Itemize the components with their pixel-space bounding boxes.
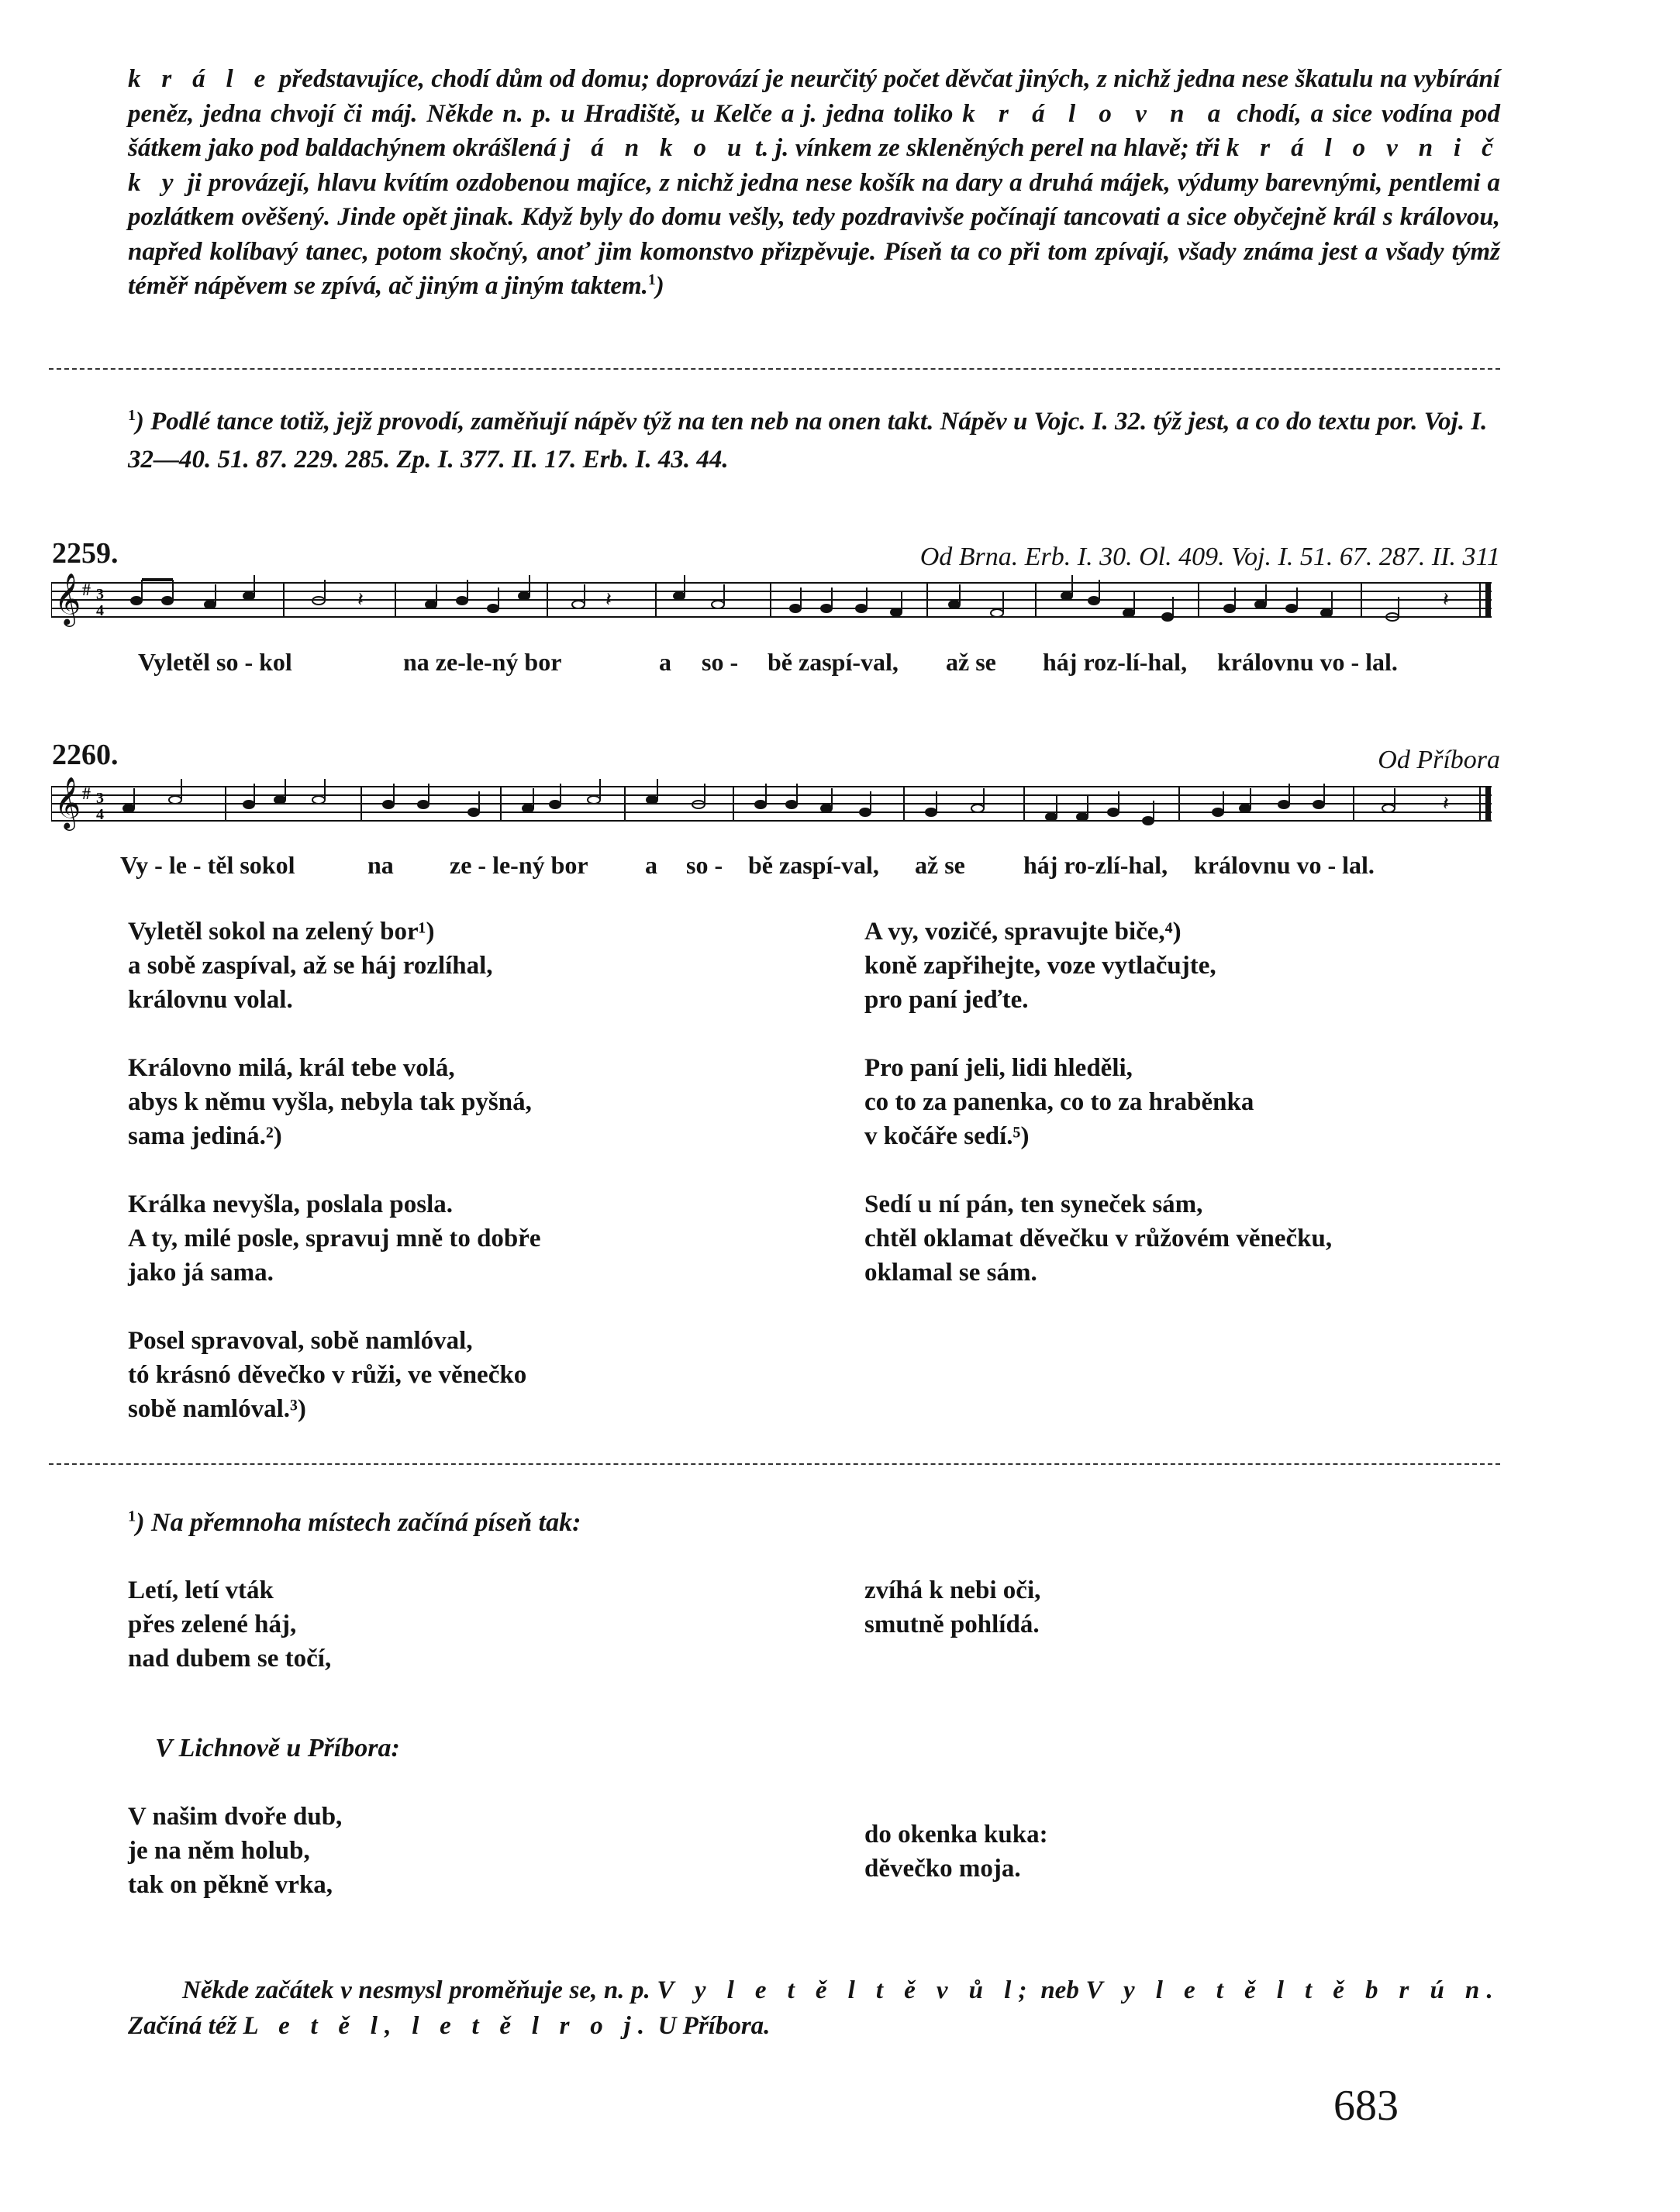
divider: [49, 1463, 1500, 1465]
final-text: Někde začátek v nesmysl proměňuje se, n. p.: [182, 1976, 657, 2004]
verse-line: Vyletěl sokol na zelený bor¹): [128, 918, 435, 946]
verse-line: chtěl oklamat děvečku v růžovém věnečku,: [864, 1225, 1333, 1252]
lyric-syllable: až se: [915, 851, 965, 879]
intro-text-4: chodí, a sice vodína pod šátkem jako pod baldachýnem okrášlená: [128, 99, 1500, 162]
song-number: 2259.: [52, 537, 119, 570]
verse-line: co to za panenka, co to za hraběnka: [864, 1088, 1254, 1116]
lyric-syllable: a: [659, 648, 671, 676]
footnote-mark: 1: [128, 407, 136, 424]
variant-left: [128, 1573, 331, 1676]
intro-close: ): [655, 272, 664, 300]
intro-text-6: t. j. vínkem ze skleněných perel na hlavě; tři: [748, 134, 1226, 162]
verse: [864, 915, 1332, 1017]
svg-text:𝄽: 𝄽: [357, 588, 364, 611]
closing-paragraph: [128, 1973, 1500, 2044]
svg-text:𝄽: 𝄽: [1443, 792, 1449, 815]
lyric-syllable: so -: [686, 851, 723, 879]
final-spaced: V y l e t ě l t ě b r ú n.: [1085, 1976, 1500, 2004]
lyric-syllable: až se: [946, 648, 996, 676]
verse-line: královnu volal.: [128, 986, 293, 1014]
intro-spaced-1: k r á l e: [128, 65, 273, 93]
footnote-ref: 1: [647, 271, 656, 288]
intro-text-8: ji provázejí, hlavu kvítím ozdobenou majíce, z nichž jedna nese košík na dary a druhá májek, výdumy barevnými, pentlemi a pozlátkem ověšený. Jinde opět jinak. Když byly do domu vešly, tedy pozdravivše počínají tancovati a sice obyčejně král s královou, napřed kolíbavý tanec, potom skočný, anoť jim komonstvo přizpěvuje. Píseň ta co při tom zpívají, všady známa jest a všady týmž téměř nápěvem se zpívá, ač jiným a jiným taktem.: [128, 168, 1500, 300]
final-text: Začíná též: [128, 2012, 243, 2040]
song-source: Od Brna. Erb. I. 30. Ol. 409. Voj. I. 51. 67. 287. II. 311: [919, 543, 1500, 571]
verse-line: abys k němu vyšla, nebyla tak pyšná,: [128, 1088, 532, 1116]
final-spaced: L e t ě l, l e t ě l r o j.: [243, 2012, 652, 2040]
final-text: neb: [1033, 1976, 1086, 2004]
intro-paragraph: [128, 62, 1500, 304]
divider: [49, 368, 1500, 370]
lyric-syllable: háj ro-zlí-hal,: [1023, 851, 1168, 879]
intro-spaced-3: k r á l o v n a: [962, 99, 1228, 128]
verse-line: Posel spravoval, sobě namlóval,: [128, 1327, 473, 1355]
verse-line: jako já sama.: [128, 1259, 274, 1287]
svg-text:3: 3: [96, 790, 104, 807]
treble-clef-icon: 𝄞: [54, 574, 81, 625]
intro-text-2: představujíce, chodí dům od domu; doprovází je neurčitý počet děvčat jiných, z nichž jedna nese škatulu na vybírání peněz, jedna chvojí či máj. Někde n. p. u Hradiště, u Kelče a j. jedna toliko: [128, 65, 1500, 128]
verse-line: v kočáře sedí.⁵): [864, 1122, 1030, 1150]
lichnov-label: V Lichnově u Příbora:: [155, 1734, 400, 1762]
verse-line: Pro paní jeli, lidi hleděli,: [864, 1054, 1133, 1082]
verse-line: přes zelené háj,: [128, 1611, 297, 1638]
footnote-mark: 1: [128, 1507, 136, 1525]
verses-right-column: [864, 915, 1332, 1324]
footnote-2-label: [128, 1508, 581, 1538]
verse-line: tó krásnó děvečko v růži, ve věnečko: [128, 1361, 527, 1389]
final-text: U Příbora.: [651, 2012, 771, 2040]
variant-right: [864, 1573, 1040, 1642]
verse-line: nad dubem se točí,: [128, 1645, 332, 1673]
verse-line: Králka nevyšla, poslala posla.: [128, 1190, 453, 1218]
verse: [128, 915, 541, 1017]
verse-line: smutně pohlídá.: [864, 1611, 1040, 1638]
lyric-syllable: na ze-le-ný bor: [403, 648, 562, 676]
verse-line: V našim dvoře dub,: [128, 1803, 343, 1831]
verse-line: A ty, milé posle, spravuj mně to dobře: [128, 1225, 541, 1252]
verse-line: Královno milá, král tebe volá,: [128, 1054, 455, 1082]
lyric-syllable: královnu vo - lal.: [1217, 648, 1398, 676]
intro-spaced-5: j á n k o u: [563, 134, 749, 162]
song-source: Od Příbora: [1378, 746, 1500, 774]
lyric-syllable: so -: [702, 648, 739, 676]
footnote-text: ) Podlé tance totiž, jejž provodí, zaměňují nápěv týž na ten neb na onen takt. Nápěv u Vojc. I. 32. týž jest, a co do textu por. Voj. I. 32—40. 51. 87. 229. 285. Zp. I. 377. II. 17. Erb. I. 43. 44.: [128, 408, 1488, 474]
verse: [128, 1051, 541, 1153]
lyric-syllable: na: [367, 851, 394, 879]
lichnov-right: [864, 1817, 1048, 1886]
lyric-syllable: Vyletěl so - kol: [138, 648, 292, 676]
verse-line: Sedí u ní pán, ten syneček sám,: [864, 1190, 1203, 1218]
lyric-syllable: háj roz-lí-hal,: [1043, 648, 1188, 676]
verse-line: děvečko moja.: [864, 1855, 1021, 1883]
verse-line: tak on pěkně vrka,: [128, 1871, 333, 1899]
final-spaced: V y l e t ě l t ě v ů l;: [657, 1976, 1034, 2004]
lyric-syllable: bě zaspí-val,: [768, 648, 899, 676]
lyric-syllable: Vy - le - těl sokol: [120, 851, 295, 879]
intro-spaced-7: k r á l o v n i č k y: [128, 134, 1500, 197]
svg-text:𝄽: 𝄽: [605, 588, 612, 611]
svg-text:3: 3: [96, 586, 104, 603]
verse-line: A vy, vozičé, spravujte biče,⁴): [864, 918, 1182, 946]
verse: [128, 1187, 541, 1290]
lyric-syllable: a: [645, 851, 657, 879]
verse-line: je na něm holub,: [128, 1837, 310, 1865]
lichnov-left: [128, 1800, 342, 1902]
svg-text:#: #: [82, 784, 91, 803]
svg-text:4: 4: [96, 602, 104, 619]
verse-line: zvíhá k nebi oči,: [864, 1576, 1041, 1604]
verses-left-column: [128, 915, 541, 1460]
svg-text:#: #: [82, 580, 91, 599]
lyric-syllable: bě zaspí-val,: [748, 851, 879, 879]
verse-line: do okenka kuka:: [864, 1821, 1048, 1849]
verse-line: Letí, letí vták: [128, 1576, 274, 1604]
verse-line: a sobě zaspíval, až se háj rozlíhal,: [128, 952, 493, 980]
verse: [864, 1187, 1332, 1290]
lyric-syllable: královnu vo - lal.: [1194, 851, 1375, 879]
verse-line: oklamal se sám.: [864, 1259, 1037, 1287]
svg-text:𝄽: 𝄽: [1443, 588, 1449, 611]
verse-line: sama jediná.²): [128, 1122, 282, 1150]
verse-line: sobě namlóval.³): [128, 1395, 306, 1423]
verse: [864, 1051, 1332, 1153]
song-number: 2260.: [52, 739, 119, 771]
footnote-label-text: ) Na přemnoha místech začíná píseň tak:: [136, 1508, 581, 1537]
footnote-1: [128, 403, 1500, 479]
treble-clef-icon: 𝄞: [54, 777, 81, 829]
verse-line: pro paní jeďte.: [864, 986, 1029, 1014]
music-staff-2260: [51, 777, 1499, 832]
verse: [128, 1324, 541, 1426]
lyric-syllable: ze - le-ný bor: [450, 851, 588, 879]
music-staff-2259: [51, 574, 1499, 628]
svg-text:4: 4: [96, 806, 104, 823]
page-number: 683: [1333, 2082, 1399, 2130]
verse-line: koně zapřihejte, voze vytlačujte,: [864, 952, 1216, 980]
